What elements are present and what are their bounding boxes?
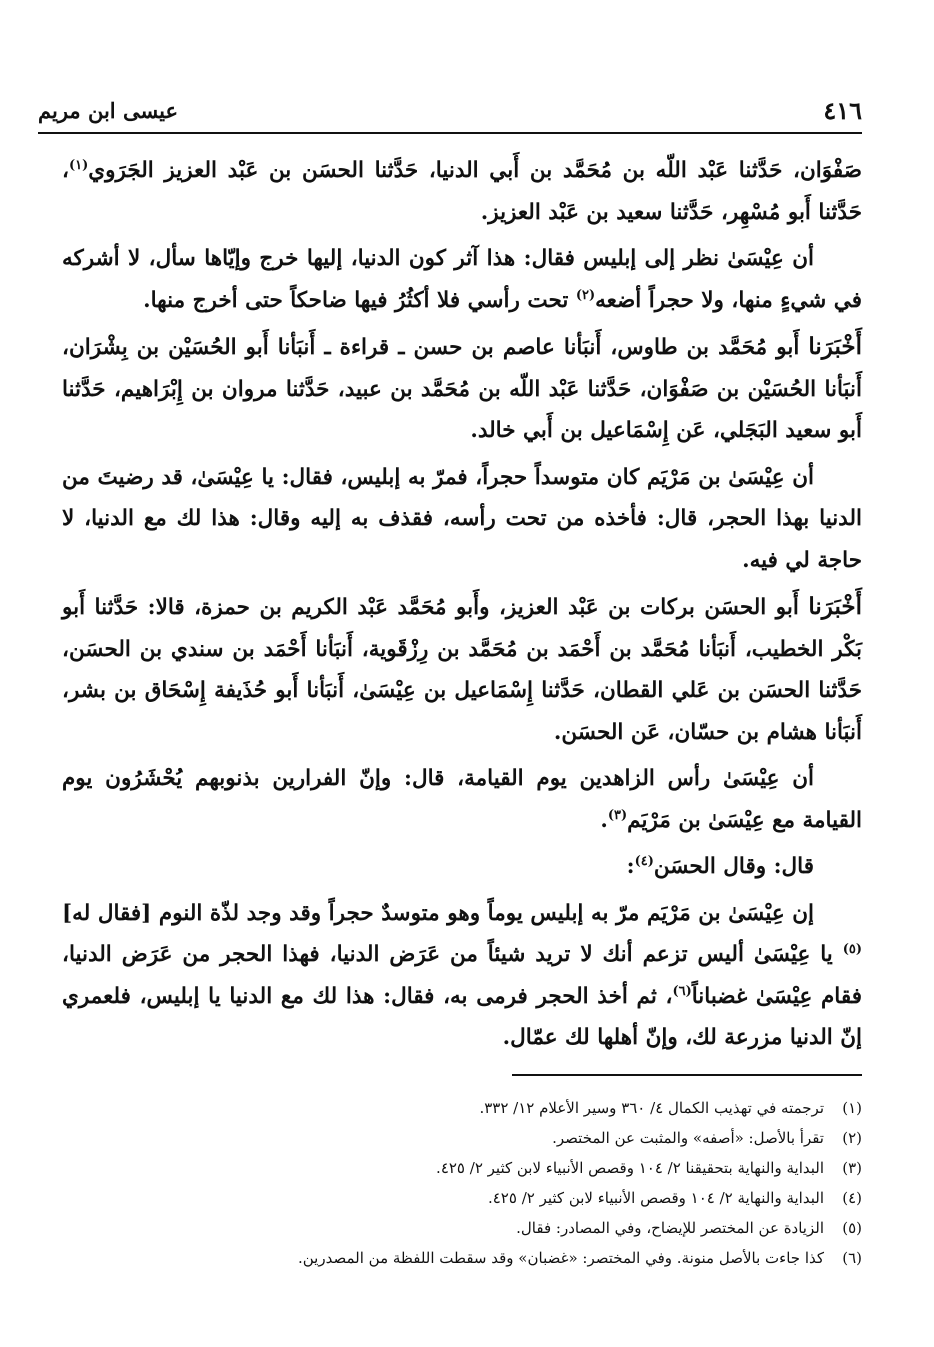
paragraph-3: أَخْبَرَنا أَبو مُحَمَّد بن طاوس، أَنبَأنا عاصم بن حسن ـ قراءة ـ أَنبَأنا أَبو الحُسَيْن بن بِشْرَان، أَنبَأنا الحُسَيْن بن صَفْوَان، حَدَّثنا عَبْد اللّه بن مُحَمَّد بن عبيد، حَدَّثنا مروان بن إِبْرَاهيم، حَدَّثنا أَبو سعيد البَجَلي، عَن إِسْمَاعيل بن أَبي خالد.	[62, 333, 862, 443]
akhbarana-keyword: أَخْبَرَنا	[808, 333, 862, 360]
paragraph-5: أَخْبَرَنا أَبو الحسَن بركات بن عَبْد العزيز، وأَبو مُحَمَّد عَبْد الكريم بن حمزة، قالا: حَدَّثنا أَبو بَكْر الخطيب، أَنبَأنا مُحَمَّد بن أَحْمَد بن مُحَمَّد بن رِزْقَوية، أَنبَأنا أَحْمَد بن سندي بن الحسَن، حَدَّثنا الحسَن بن عَلي القطان، حَدَّثنا إِسْمَاعيل بن عِيْسَىٰ، أَنبَأنا أَبو حُذَيفة إِسْحَاق بن بشر، أَنبَأنا هشام بن حسّان، عَن الحسَن.	[62, 593, 862, 745]
akhbarana-keyword: أَخْبَرَنا	[808, 593, 862, 620]
footnote-ref-3: (٣)	[607, 807, 628, 823]
footnotes	[230, 1074, 862, 1274]
footnote-ref-5: (٥)	[842, 941, 862, 957]
footnote-divider	[512, 1074, 862, 1076]
footnote-ref-4: (٤)	[634, 853, 654, 869]
footnote: (٦) كذا جاءت بالأصل منونة. وفي المختصر: «غضبان» وقد سقطت اللفظة من المصدرين.	[298, 1249, 862, 1267]
paragraph-2: أن عِيْسَىٰ نظر إلى إبليس فقال: هذا آثر كون الدنيا، إليها خرج وإيّاها سأل، لا أشركه في شيءٍ منها، ولا حجراً أضعه$^{(٢)}$ تحت رأسي فلا أكثُرُ فيها ضاحكاً حتى أخرج منها.	[62, 246, 862, 313]
page-number: ٤١٦	[823, 96, 862, 125]
page-header	[38, 92, 862, 134]
paragraph-8: إن عِيْسَىٰ بن مَرْيَم مرّ به إبليس يوماً وهو متوسدٌ حجراً وقد وجد لذّة النوم [فقال له]$^{(٥)}$ يا عِيْسَىٰ أليس تزعم أنك لا تريد شيئاً من عَرَض الدنيا، فهذا الحجر من عَرَض الدنيا، فقام عِيْسَىٰ غضباناً$^{(٦)}$، ثم أخذ الحجر فرمى به، فقال: هذا لك مع الدنيا يا إبليس، فلعمري إنّ الدنيا مزرعة لك، وإنّ أهلها لك عمّال.	[62, 900, 862, 1050]
paragraph-4: أن عِيْسَىٰ بن مَرْيَم كان متوسداً حجراً، فمرّ به إبليس، فقال: يا عِيْسَىٰ، قد رضيتَ من الدنيا بهذا الحجر، قال: فأخذه من تحت رأسه، فقذف به إليه وقال: هذا لك مع الدنيا، لا حاجة لي فيه.	[62, 464, 862, 573]
footnote: (٤) البداية والنهاية ٢/ ١٠٤ وقصص الأنبياء لابن كثير ٢/ ٤٢٥.	[487, 1189, 862, 1207]
footnote: (٥) الزيادة عن المختصر للإيضاح، وفي المصادر: فقال.	[516, 1219, 862, 1237]
footnote-ref-2: (٢)	[575, 287, 596, 303]
footnote-ref-1: (١)	[68, 157, 89, 173]
running-title: عيسى ابن مريم	[38, 98, 179, 123]
footnote: (٣) البداية والنهاية بتحقيقنا ٢/ ١٠٤ وقصص الأنبياء لابن كثير ٢/ ٤٢٥.	[436, 1159, 862, 1177]
paragraph-7: قال: وقال الحسَن$^{(٤)}$:	[626, 853, 814, 879]
main-text	[62, 150, 862, 1064]
footnote: (٢) تقرأ بالأصل: «أصفه» والمثبت عن المختصر.	[552, 1129, 862, 1147]
footnote: (١) ترجمته في تهذيب الكمال ٤/ ٣٦٠ وسير الأعلام ١٢/ ٣٣٢.	[479, 1099, 862, 1117]
paragraph-6: أن عِيْسَىٰ رأس الزاهدين يوم القيامة، قال: وإنّ الفرارين بذنوبهم يُحْشَرُون يوم القيامة مع عِيْسَىٰ بن مَرْيَم$^{(٣)}$.	[62, 766, 862, 833]
footnote-ref-6: (٦)	[672, 983, 692, 999]
paragraph-1: صَفْوَان، حَدَّثنا عَبْد اللّه بن مُحَمَّد بن أَبي الدنيا، حَدَّثنا الحسَن بن عَبْد العزيز الجَرَوي$^{(١)}$، حَدَّثنا أَبو مُسْهِر، حَدَّثنا سعيد بن عَبْد العزيز.	[62, 157, 862, 225]
